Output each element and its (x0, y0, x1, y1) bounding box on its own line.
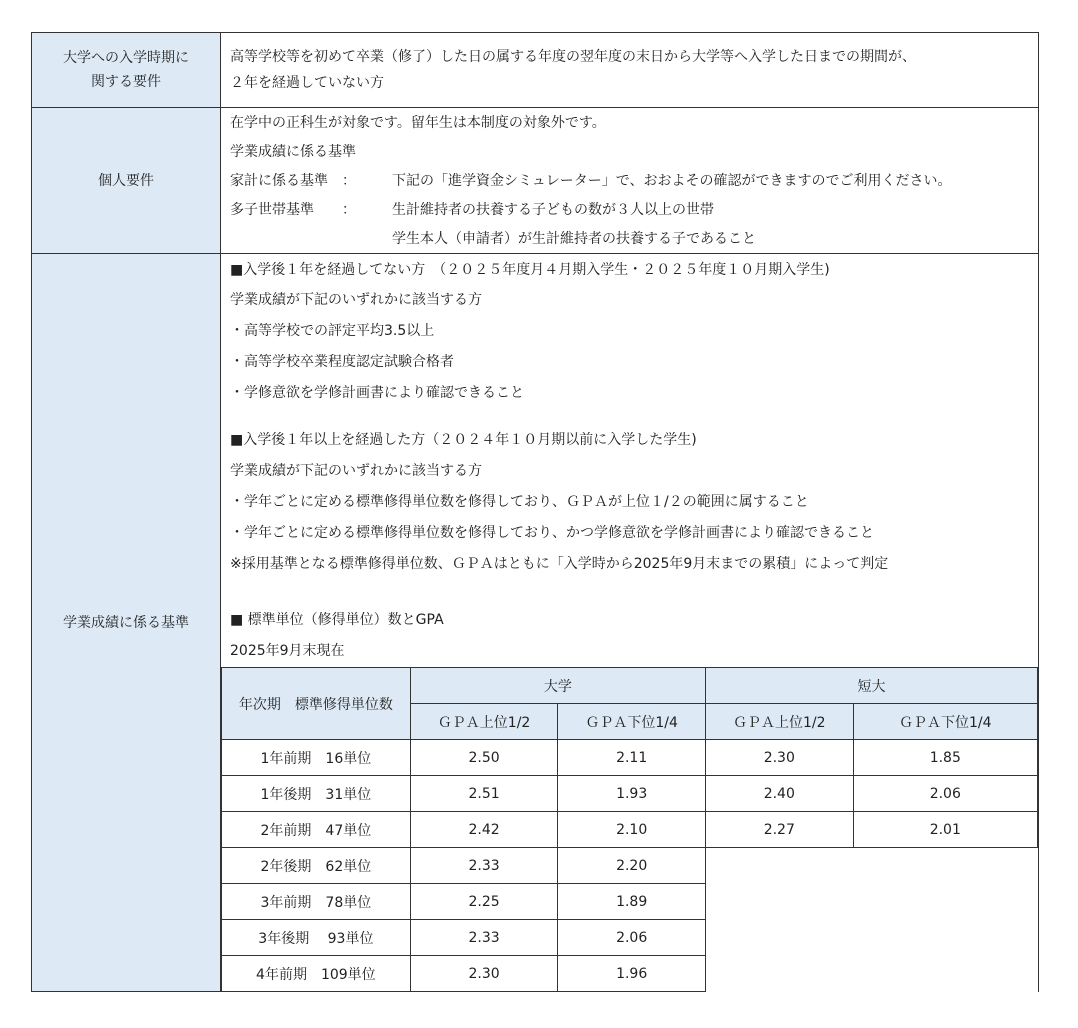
junior-gpa-low: 2.01 (853, 812, 1037, 848)
junior-gpa-low: 2.06 (853, 776, 1037, 812)
academic-header-text: 学業成績に係る基準 (63, 614, 189, 631)
junior-gpa-top-header: ＧＰＡ上位1/2 (705, 704, 853, 740)
section2-item: ・学年ごとに定める標準修得単位数を修得しており、ＧＰＡが上位１/２の範囲に属すること (230, 494, 809, 510)
table-row (222, 776, 1038, 812)
junior-gpa-top: 2.27 (705, 812, 853, 848)
section1-item: ・高等学校卒業程度認定試験合格者 (230, 354, 454, 370)
section2-lead: 学業成績が下記のいずれかに該当する方 (230, 463, 482, 479)
requirements-table (31, 32, 1039, 992)
section3-title: ■ 標準単位（修得単位）数とGPA (230, 612, 444, 628)
admission-header (32, 33, 221, 107)
table-row (222, 884, 1038, 920)
empty-cell (705, 884, 1037, 920)
university-gpa-top: 2.30 (410, 956, 558, 992)
university-gpa-low: 1.89 (558, 884, 706, 920)
university-gpa-low-header: ＧＰＡ下位1/4 (558, 704, 706, 740)
table-row (222, 812, 1038, 848)
university-gpa-top: 2.51 (410, 776, 558, 812)
junior-college-header: 短大 (705, 668, 1037, 704)
university-gpa-low: 1.93 (558, 776, 706, 812)
section1-lead: 学業成績が下記のいずれかに該当する方 (230, 292, 482, 308)
university-gpa-top: 2.25 (410, 884, 558, 920)
household-text: 下記の「進学資金シミュレーター」で、おおよその確認ができますのでご利用ください。 (392, 173, 952, 189)
section2-item: ・学年ごとに定める標準修得単位数を修得しており、かつ学修意欲を学修計画書により確認できること (230, 525, 874, 541)
admission-text-line1: 高等学校等を初めて卒業（修了）した日の属する年度の翌年度の末日から大学等へ入学した日までの期間が、 (230, 49, 916, 65)
term-cell: 3年後期 93単位 (222, 920, 411, 956)
household-label: 家計に係る基準 ： (230, 173, 356, 189)
personal-header-text: 個人要件 (98, 172, 154, 189)
university-gpa-top: 2.42 (410, 812, 558, 848)
personal-header (32, 108, 221, 253)
junior-gpa-top: 2.30 (705, 740, 853, 776)
section3-date: 2025年9月末現在 (230, 643, 345, 659)
junior-gpa-low-header: ＧＰＡ下位1/4 (853, 704, 1037, 740)
term-column-header: 年次期 標準修得単位数 (222, 668, 411, 740)
university-gpa-top: 2.50 (410, 740, 558, 776)
gpa-table (221, 667, 1038, 992)
table-row (222, 848, 1038, 884)
personal-line1: 在学中の正科生が対象です。留年生は本制度の対象外です。 (230, 115, 606, 131)
university-gpa-low: 2.11 (558, 740, 706, 776)
table-row (222, 920, 1038, 956)
empty-cell (705, 920, 1037, 956)
multichild-text-1: 生計維持者の扶養する子どもの数が３人以上の世帯 (392, 202, 714, 218)
university-gpa-low: 1.96 (558, 956, 706, 992)
term-cell: 3年前期 78単位 (222, 884, 411, 920)
multichild-label: 多子世帯基準 ： (230, 202, 356, 218)
admission-header-line2: 関する要件 (91, 74, 161, 90)
academic-header (32, 254, 221, 991)
section1-item: ・高等学校での評定平均3.5以上 (230, 323, 435, 339)
term-cell: 2年後期 62単位 (222, 848, 411, 884)
section2-title: ■入学後１年以上を経過した方（２０２４年１０月期以前に入学した学生) (230, 432, 697, 448)
university-gpa-low: 2.06 (558, 920, 706, 956)
university-gpa-top: 2.33 (410, 848, 558, 884)
admission-header-line1: 大学への入学時期に (63, 50, 189, 66)
university-gpa-top-header: ＧＰＡ上位1/2 (410, 704, 558, 740)
term-cell: 2年前期 47単位 (222, 812, 411, 848)
term-cell: 4年前期 109単位 (222, 956, 411, 992)
term-cell: 1年前期 16単位 (222, 740, 411, 776)
section1-item: ・学修意欲を学修計画書により確認できること (230, 385, 524, 401)
university-header: 大学 (410, 668, 705, 704)
university-gpa-top: 2.33 (410, 920, 558, 956)
personal-line2: 学業成績に係る基準 (230, 144, 356, 160)
table-row (222, 956, 1038, 992)
university-gpa-low: 2.20 (558, 848, 706, 884)
section1-title: ■入学後１年を経過してない方 （２０２５年度月４月期入学生・２０２５年度１０月期入学生) (230, 262, 830, 278)
term-cell: 1年後期 31単位 (222, 776, 411, 812)
empty-cell (705, 848, 1037, 884)
multichild-text-2: 学生本人（申請者）が生計維持者の扶養する子であること (392, 231, 756, 247)
university-gpa-low: 2.10 (558, 812, 706, 848)
junior-gpa-top: 2.40 (705, 776, 853, 812)
section2-note: ※採用基準となる標準修得単位数、ＧＰＡはともに「入学時から2025年9月末までの累積」によって判定 (230, 556, 889, 572)
table-row (222, 740, 1038, 776)
empty-cell (705, 956, 1037, 992)
admission-text-line2: ２年を経過していない方 (230, 75, 384, 91)
junior-gpa-low: 1.85 (853, 740, 1037, 776)
